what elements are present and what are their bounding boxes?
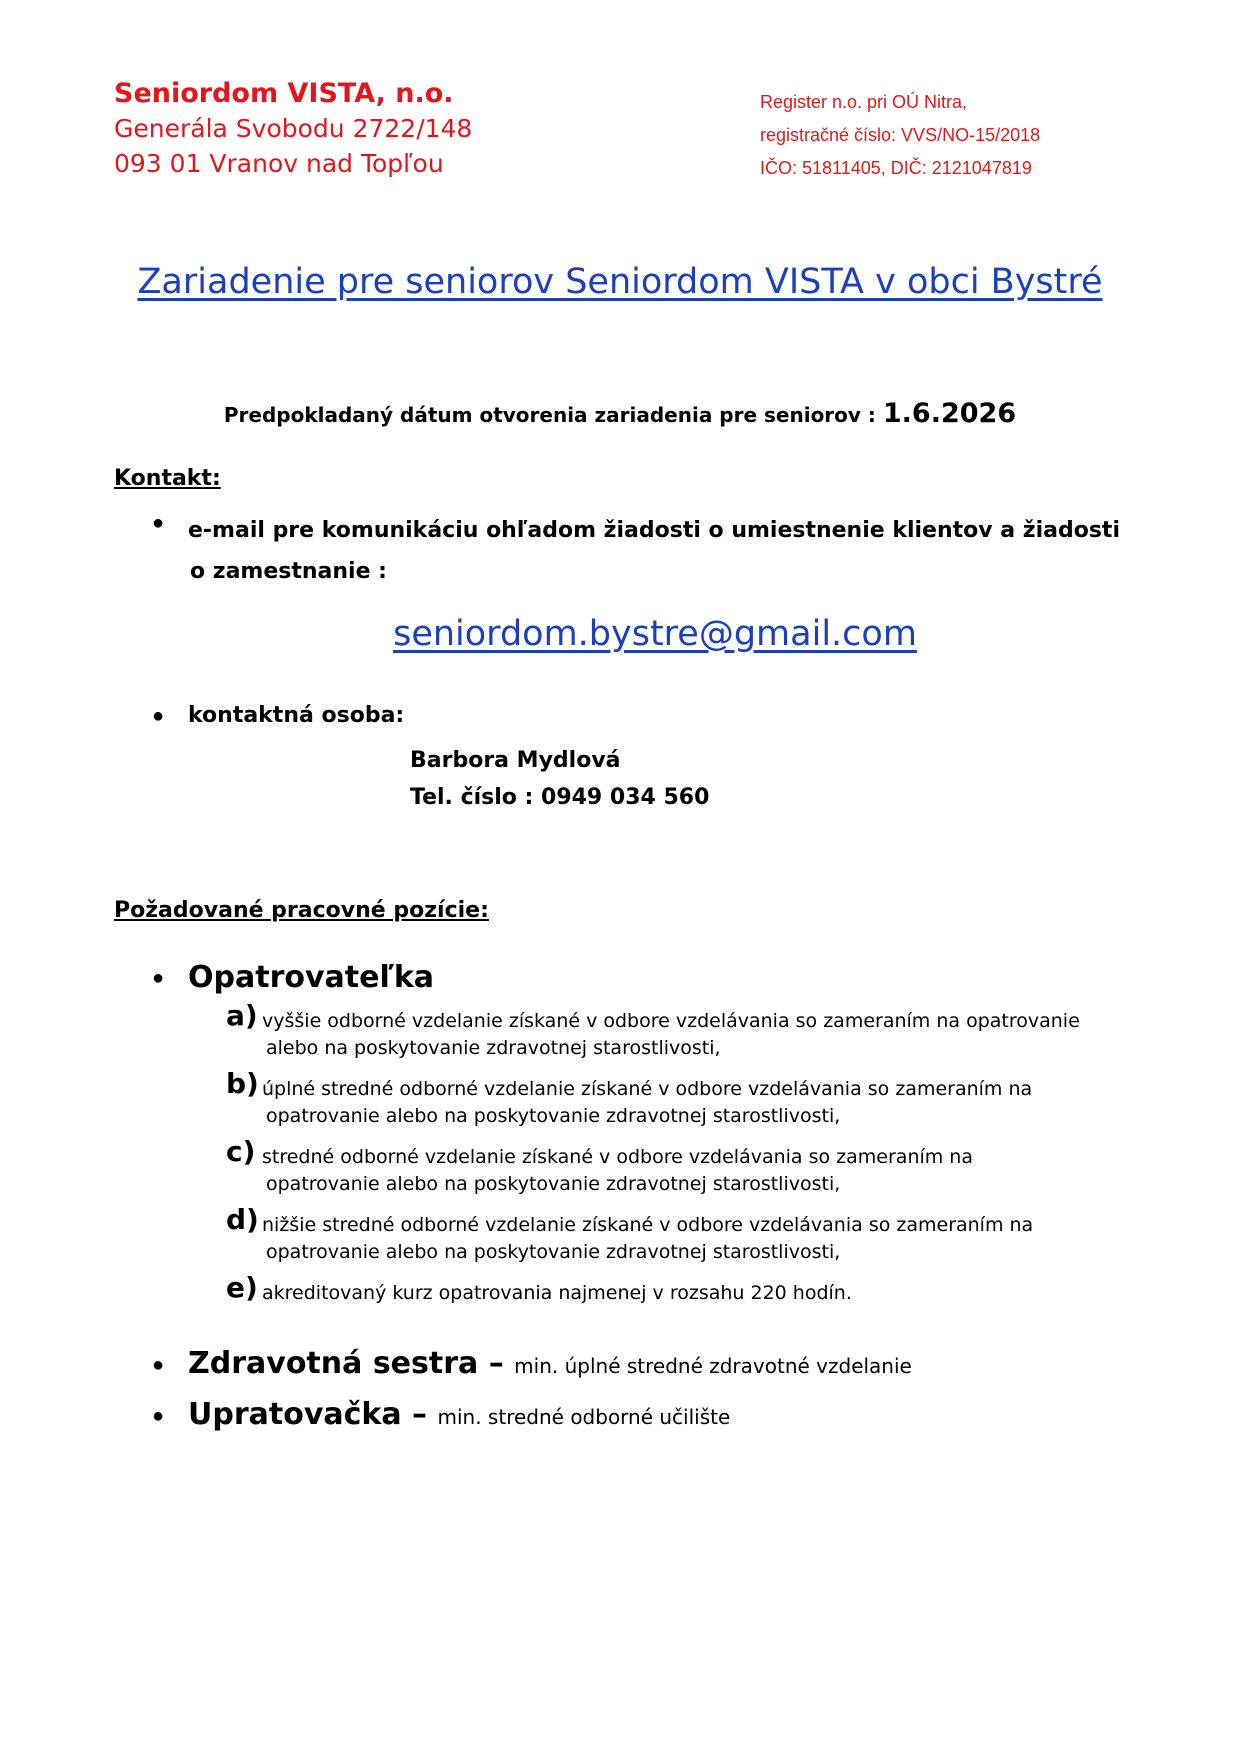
- requirement-letter: a): [226, 999, 258, 1032]
- position-cleaner-title: Upratovačka –: [188, 1397, 438, 1432]
- contact-person-name: Barbora Mydlová: [410, 748, 621, 773]
- requirement-item: [226, 1135, 1166, 1198]
- requirement-line-1: akreditovaný kurz opatrovania najmenej v rozsahu 220 hodín.: [262, 1282, 852, 1304]
- position-caregiver-title: Opatrovateľka: [188, 960, 435, 995]
- opening-date-line: [0, 398, 1240, 429]
- requirement-item: [226, 1067, 1166, 1130]
- caregiver-requirements: [226, 999, 1166, 1321]
- email-intro: [188, 510, 1128, 592]
- position-nurse-title: Zdravotná sestra –: [188, 1346, 515, 1381]
- bullet-dot-icon: ●: [152, 1405, 165, 1427]
- organization-street: Generála Svobodu 2722/148: [114, 114, 473, 143]
- bullet-dot-icon: ●: [152, 967, 165, 989]
- requirement-item: [226, 1271, 1166, 1307]
- registry-line-3: IČO: 51811405, DIČ: 2121047819: [760, 158, 1032, 178]
- requirement-letter: e): [226, 1271, 258, 1304]
- contact-heading: Kontakt:: [114, 466, 221, 491]
- position-nurse: [188, 1346, 912, 1381]
- requirement-letter: b): [226, 1067, 259, 1100]
- bullet-dot-icon: ●: [152, 705, 165, 727]
- requirement-line-2: opatrovanie alebo na poskytovanie zdravotnej starostlivosti,: [266, 1105, 841, 1127]
- requirement-item: [226, 999, 1166, 1062]
- registry-line-2: registračné číslo: VVS/NO-15/2018: [760, 125, 1041, 145]
- requirement-line-2: alebo na poskytovanie zdravotnej starostlivosti,: [266, 1037, 721, 1059]
- organization-city: 093 01 Vranov nad Topľou: [114, 149, 444, 178]
- position-cleaner-requirement: min. stredné odborné učilište: [437, 1405, 731, 1429]
- contact-person-label: kontaktná osoba:: [188, 703, 405, 728]
- document-title: Zariadenie pre seniorov Seniordom VISTA v obci Bystré: [137, 262, 1103, 302]
- requirement-item: [226, 1203, 1166, 1266]
- requirement-line-2: opatrovanie alebo na poskytovanie zdravotnej starostlivosti,: [266, 1241, 841, 1263]
- positions-heading: Požadované pracovné pozície:: [114, 898, 489, 923]
- requirement-line-1: úplné stredné odborné vzdelanie získané v odbore vzdelávania so zameraním na: [262, 1078, 1033, 1100]
- bullet-dot-icon: ●: [152, 1354, 165, 1376]
- requirement-line-2: opatrovanie alebo na poskytovanie zdravotnej starostlivosti,: [266, 1173, 841, 1195]
- requirement-line-1: stredné odborné vzdelanie získané v odbore vzdelávania so zameraním na: [262, 1146, 973, 1168]
- opening-date-label: Predpokladaný dátum otvorenia zariadenia pre seniorov :: [223, 403, 883, 427]
- email-intro-line-1: e-mail pre komunikáciu ohľadom žiadosti o umiestnenie klientov a žiadosti: [188, 518, 1120, 543]
- requirement-letter: d): [226, 1203, 259, 1236]
- email-link[interactable]: seniordom.bystre@gmail.com: [393, 614, 917, 654]
- requirement-line-1: vyššie odborné vzdelanie získané v odbore vzdelávania so zameraním na opatrovanie: [262, 1010, 1080, 1032]
- position-nurse-requirement: min. úplné stredné zdravotné vzdelanie: [514, 1354, 912, 1378]
- requirement-letter: c): [226, 1135, 256, 1168]
- registry-block: [760, 86, 1040, 185]
- contact-person: [410, 742, 709, 816]
- opening-date-value: 1.6.2026: [882, 398, 1017, 429]
- organization-block: [114, 76, 472, 181]
- bullet-dot-icon: ●: [152, 512, 165, 534]
- registry-line-1: Register n.o. pri OÚ Nitra,: [760, 92, 968, 112]
- requirement-line-1: nižšie stredné odborné vzdelanie získané v odbore vzdelávania so zameraním na: [262, 1214, 1034, 1236]
- position-cleaner: [188, 1397, 730, 1432]
- contact-phone: Tel. číslo : 0949 034 560: [410, 785, 710, 810]
- organization-name: Seniordom VISTA, n.o.: [114, 78, 454, 109]
- email-intro-line-2: o zamestnanie :: [190, 559, 387, 584]
